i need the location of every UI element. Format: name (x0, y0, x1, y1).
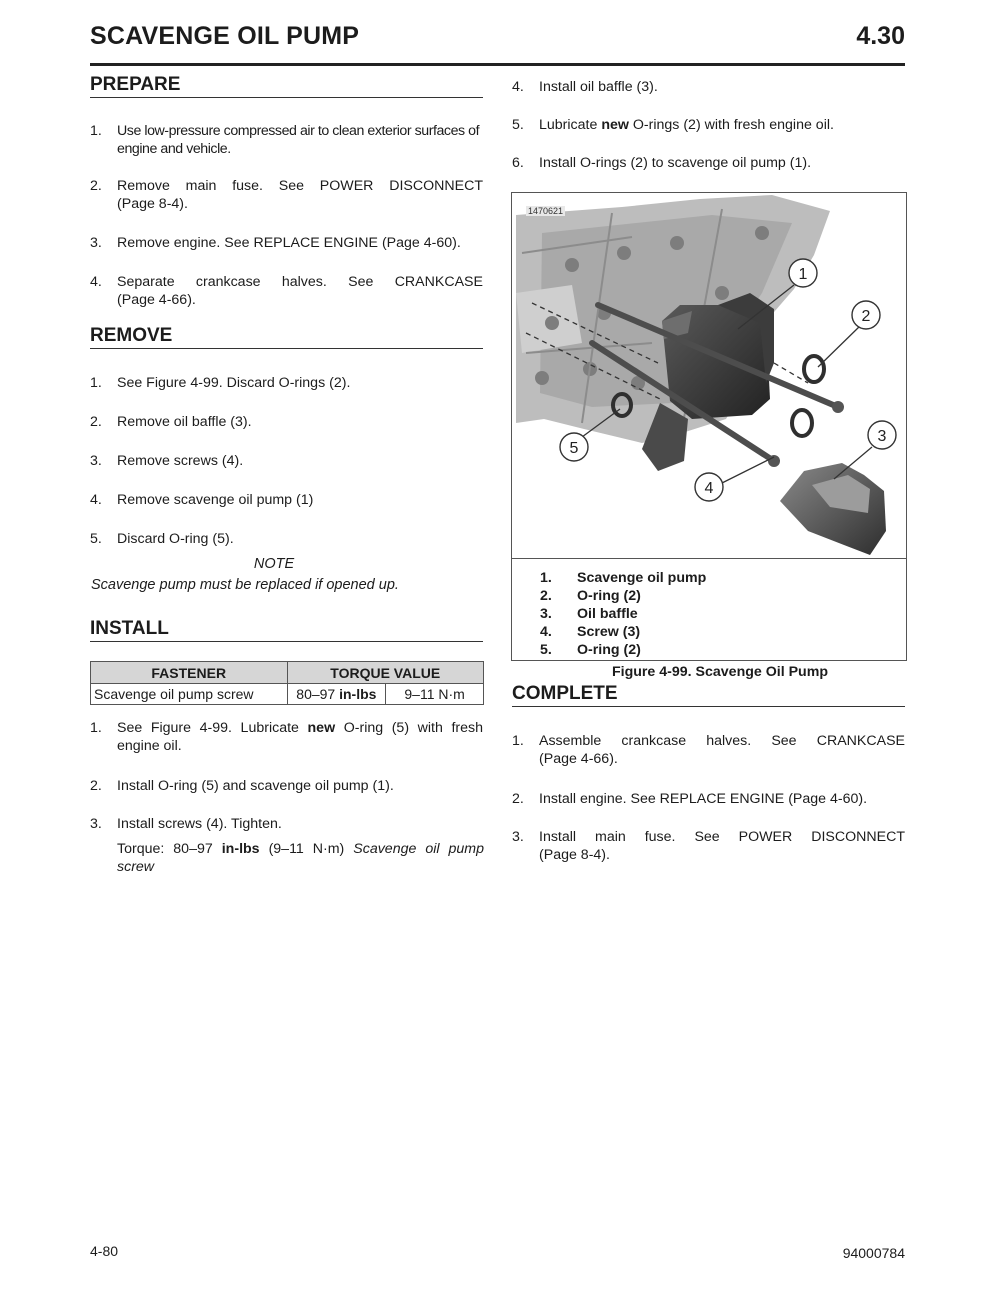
step-text-cont: (Page 4-66). (539, 751, 618, 767)
step-text: Install main fuse. See POWER DISCONNECT (539, 829, 905, 845)
prepare-step-2 (90, 177, 483, 213)
step-text: Assemble crankcase halves. See CRANKCASE (539, 733, 905, 749)
callout-label: 3 (877, 428, 887, 445)
step-number: 4. (90, 492, 102, 508)
fastener-table (90, 661, 484, 705)
step-number: 2. (90, 414, 102, 430)
step-number: 3. (90, 235, 102, 251)
torque-fastener: Scavenge oil pump (353, 841, 484, 857)
step-text-cont: (Page 8-4). (539, 847, 610, 863)
step-text: Remove screws (4). (117, 453, 244, 469)
figure-box (511, 192, 907, 661)
step-number: 1. (512, 733, 524, 749)
torque-inlbs-cell (287, 684, 386, 705)
legend-label: Scavenge oil pump (577, 570, 707, 586)
callout-5 (560, 433, 588, 461)
note-heading: NOTE (253, 556, 295, 572)
step-text-part: O-rings (2) with fresh engine oil. (632, 117, 834, 133)
torque-unit: in-lbs (221, 841, 260, 857)
step-number: 3. (90, 453, 102, 469)
remove-heading: REMOVE (90, 325, 483, 349)
remove-step-1 (90, 374, 483, 392)
step-text: Remove oil baffle (3). (117, 414, 252, 430)
callout-2 (852, 301, 880, 329)
step-number: 5. (90, 531, 102, 547)
legend-label: O-ring (2) (577, 588, 641, 604)
complete-step-1 (512, 732, 905, 768)
step-text: Remove main fuse. See POWER DISCONNECT (117, 178, 483, 194)
install-step-4 (512, 78, 905, 96)
callout-4 (695, 473, 723, 501)
torque-column-header: TORQUE VALUE (287, 662, 483, 684)
step-number: 2. (90, 178, 102, 194)
torque-spec-line (117, 840, 484, 858)
step-number: 1. (90, 375, 102, 391)
step-text: Install screws (4). Tighten. (117, 816, 282, 832)
step-text-part: O-ring (5) with fresh (343, 720, 483, 736)
note-text: Scavenge pump must be replaced if opened up. (91, 577, 399, 593)
pump-illustration (512, 193, 906, 559)
torque-metric: (9–11 N·m) (268, 841, 345, 857)
callout-label: 5 (569, 440, 579, 457)
page-title: SCAVENGE OIL PUMP (90, 22, 360, 50)
legend-number: 1. (540, 570, 552, 586)
step-text: See Figure 4-99. Discard O-rings (2). (117, 375, 351, 391)
fastener-cell: Scavenge oil pump screw (91, 684, 288, 705)
step-number: 5. (512, 117, 524, 133)
torque-inlbs-unit: in-lbs (339, 686, 377, 702)
step-number: 1. (90, 720, 102, 736)
callout-1 (789, 259, 817, 287)
document-number: 94000784 (842, 1245, 905, 1261)
torque-inlbs-value: 80–97 (296, 686, 336, 702)
step-text: Separate crankcase halves. See CRANKCASE (117, 274, 483, 290)
torque-nm-cell: 9–11 N·m (386, 684, 484, 705)
legend-number: 2. (540, 588, 552, 604)
callout-label: 2 (861, 308, 871, 325)
step-number: 4. (90, 274, 102, 290)
legend-label: Oil baffle (577, 606, 638, 622)
torque-text: Torque: 80–97 (117, 841, 213, 857)
complete-step-2 (512, 790, 905, 808)
prepare-step-4 (90, 273, 483, 309)
step-text: Use low-pressure compressed air to clean exterior surfaces of engine and vehicle. (117, 123, 480, 157)
callout-3 (868, 421, 896, 449)
remove-step-3 (90, 452, 483, 470)
step-text: Install engine. See REPLACE ENGINE (Page 4-60). (539, 791, 868, 807)
step-text: Discard O-ring (5). (117, 531, 234, 547)
legend-item (540, 605, 840, 623)
fastener-column-header: FASTENER (91, 662, 288, 684)
step-text: Remove engine. See REPLACE ENGINE (Page 4-60). (117, 235, 461, 251)
callout-label: 4 (704, 480, 714, 497)
legend-label: Screw (3) (577, 624, 641, 640)
legend-item (540, 641, 840, 659)
legend-item (540, 569, 840, 587)
legend-number: 5. (540, 642, 552, 658)
install-step-1 (90, 719, 483, 755)
step-number: 3. (90, 816, 102, 832)
prepare-heading: PREPARE (90, 74, 483, 98)
figure-legend (540, 569, 840, 659)
install-step-2 (90, 777, 483, 795)
step-number: 6. (512, 155, 524, 171)
step-number: 2. (512, 791, 524, 807)
prepare-step-3 (90, 234, 483, 252)
step-text: Install oil baffle (3). (539, 79, 658, 95)
header-rule (90, 63, 905, 66)
step-number: 3. (512, 829, 524, 845)
legend-number: 4. (540, 624, 552, 640)
step-text-part: See Figure 4-99. Lubricate (117, 720, 299, 736)
torque-spec (117, 840, 484, 876)
step-text (539, 116, 905, 134)
step-number: 1. (90, 123, 102, 139)
install-step-3 (90, 815, 483, 833)
step-text-cont: (Page 8-4). (117, 196, 188, 212)
step-text-cont: (Page 4-66). (117, 292, 196, 308)
remove-step-4 (90, 491, 483, 509)
step-text-bold: new (307, 720, 336, 736)
figure-caption: Figure 4-99. Scavenge Oil Pump (611, 664, 829, 680)
figure-divider (512, 558, 906, 559)
install-step-5 (512, 116, 905, 134)
step-text: Install O-rings (2) to scavenge oil pump (1). (539, 155, 812, 171)
remove-step-2 (90, 413, 483, 431)
step-number: 2. (90, 778, 102, 794)
remove-step-5 (90, 530, 483, 548)
legend-number: 3. (540, 606, 552, 622)
step-text: Install O-ring (5) and scavenge oil pump (1). (117, 778, 394, 794)
step-text-part: Lubricate (539, 117, 598, 133)
step-text-bold: new (601, 117, 629, 133)
complete-step-3 (512, 828, 905, 864)
section-number: 4.30 (856, 22, 905, 50)
prepare-step-1 (90, 122, 483, 158)
step-text-cont: engine oil. (117, 738, 182, 754)
callout-label: 1 (798, 266, 808, 283)
step-number: 4. (512, 79, 524, 95)
figure-image-id: 1470621 (528, 206, 564, 216)
step-text: Remove scavenge oil pump (1) (117, 492, 314, 508)
legend-item (540, 623, 840, 641)
step-text (117, 719, 483, 737)
install-step-6 (512, 154, 905, 172)
legend-item (540, 587, 840, 605)
torque-fastener-cont: screw (117, 859, 155, 875)
legend-label: O-ring (2) (577, 642, 641, 658)
complete-heading: COMPLETE (512, 683, 905, 707)
install-heading: INSTALL (90, 618, 483, 642)
page-number: 4-80 (90, 1243, 119, 1259)
